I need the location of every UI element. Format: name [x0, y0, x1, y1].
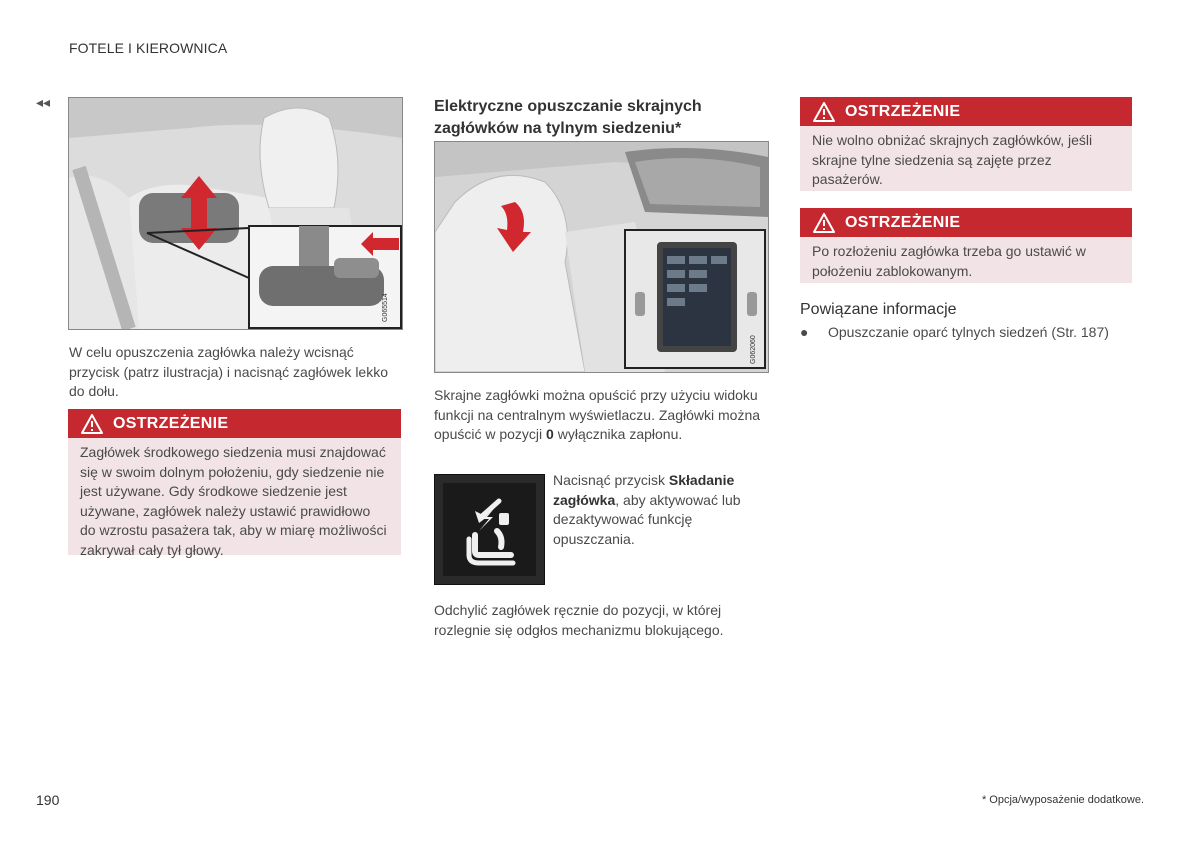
related-link[interactable]: Opuszczanie oparć tylnych siedzeń (Str. 187) — [828, 324, 1109, 340]
image-code: G062060 — [750, 335, 757, 364]
headrest-illustration-svg — [69, 98, 402, 329]
warning-triangle-icon — [813, 102, 835, 122]
headrest-fold-button[interactable] — [434, 474, 545, 585]
related-info-list — [800, 323, 1140, 343]
headrest-fold-icon — [435, 475, 544, 584]
footnote: * Opcja/wyposażenie dodatkowe. — [981, 794, 1144, 806]
col1-paragraph: W celu opuszczenia zagłówka należy wcisnąć przycisk (patrz ilustracja) i nacisnąć zagłówek lekko do dołu. — [69, 344, 388, 399]
section-heading-line2: zagłówków na tylnym siedzeniu* — [434, 120, 682, 137]
warning-triangle-icon — [813, 213, 835, 233]
col2-paragraph-a — [434, 386, 764, 445]
warning-text: Nie wolno obniżać skrajnych zagłówków, jeśli skrajne tylne siedzenia są zajęte przez pasażerów. — [812, 132, 1093, 187]
list-item[interactable] — [800, 323, 1140, 343]
warning-triangle-icon — [81, 414, 103, 434]
paragraph-a-text: Skrajne zagłówki można opuścić przy użyciu widoku funkcji na centralnym wyświetlaczu. Zagłówki można opuścić w pozycji — [434, 387, 761, 442]
double-chevron-left-icon: ◂◂ — [36, 94, 51, 110]
warning-box-center-headrest — [68, 409, 401, 558]
button-instruction — [553, 471, 758, 549]
warning-header — [800, 97, 1132, 126]
image-code: G065514 — [382, 293, 389, 322]
warning-text: Zagłówek środkowego siedzenia musi znajdować się w swoim dolnym położeniu, gdy siedzenie nie jest używane. Gdy środkowe siedzenie jest używane, zagłówek należy ustawić prawidłowo do wzrostu pasażera tak, aby w miarę możliwości zakrywał cały tył głowy. — [80, 444, 387, 558]
headrest-button-illustration — [68, 97, 403, 330]
section-title: FOTELE I KIEROWNICA — [69, 40, 228, 56]
rear-headrest-svg — [435, 142, 768, 372]
warning-box-locked-position — [800, 208, 1132, 283]
rear-headrest-illustration — [434, 141, 769, 373]
col2-paragraph-c: Odchylić zagłówek ręcznie do pozycji, w której rozlegnie się odgłos mechanizmu blokującego. — [434, 602, 724, 638]
warning-header — [68, 409, 401, 438]
warning-title: OSTRZEŻENIE — [113, 414, 229, 432]
section-heading — [434, 96, 774, 140]
related-info-heading: Powiązane informacje — [800, 301, 957, 318]
warning-title: OSTRZEŻENIE — [845, 102, 961, 120]
button-instruction-post: , aby aktywować lub dezaktywować funkcję opuszczania. — [553, 491, 741, 547]
warning-header — [800, 208, 1132, 237]
paragraph-a-tail: wyłącznika zapłonu. — [557, 426, 683, 442]
warning-box-occupied-seats — [800, 97, 1132, 191]
bullet-icon: ● — [800, 324, 809, 340]
section-heading-line1: Elektryczne opuszczanie skrajnych — [434, 98, 702, 115]
ignition-position: 0 — [546, 426, 554, 442]
warning-text: Po rozłożeniu zagłówka trzeba go ustawić w położeniu zablokowanym. — [812, 243, 1086, 279]
button-instruction-pre: Nacisnąć przycisk — [553, 472, 666, 488]
page-number: 190 — [36, 792, 60, 808]
button-name: Składanie zagłówka — [553, 472, 735, 508]
warning-title: OSTRZEŻENIE — [845, 213, 961, 231]
